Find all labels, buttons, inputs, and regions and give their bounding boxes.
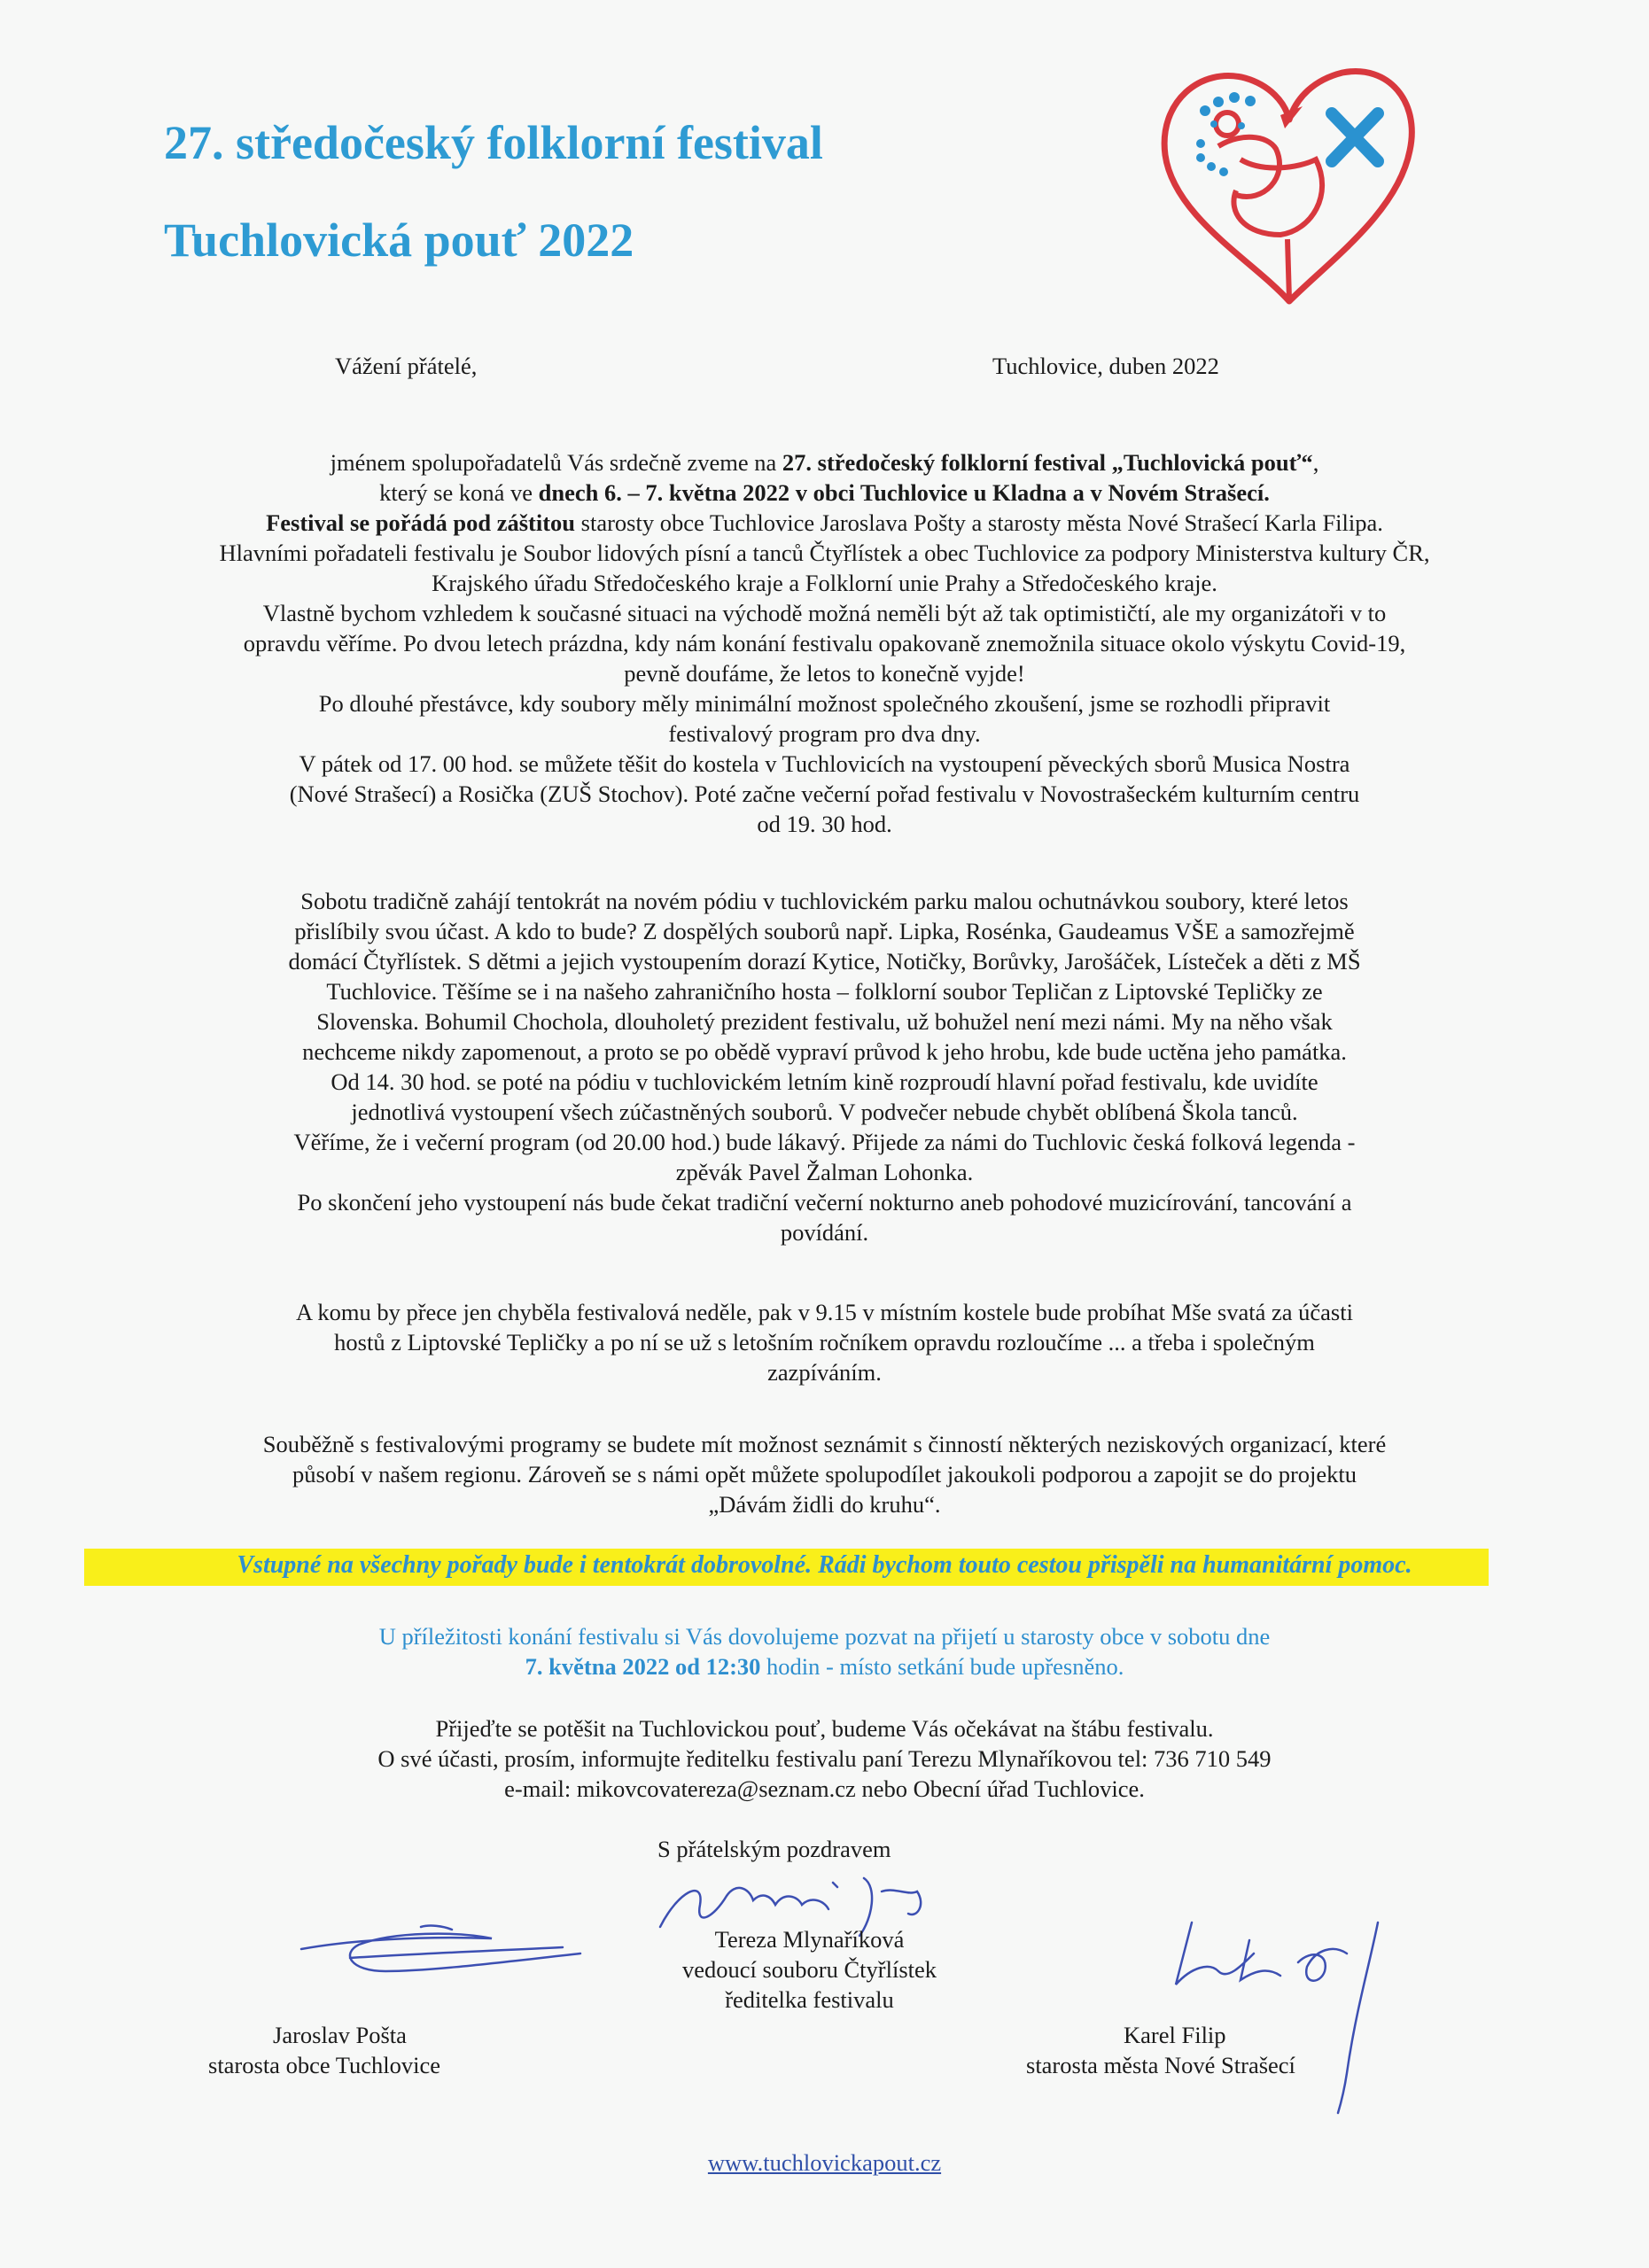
text-line: V pátek od 17. 00 hod. se můžete těšit do kostela v Tuchlovicích na vystoupení pěveckých sborů Musica Nostra <box>299 750 1350 777</box>
festival-subtitle: Tuchlovická pouť 2022 <box>164 214 634 267</box>
signatory-name-left: Jaroslav Pošta <box>273 2022 407 2048</box>
invitation-line: U příležitosti konání festivalu si Vás dovolujeme pozvat na přijetí u starosty obce v sobotu dne <box>378 1623 1271 1650</box>
text-line: Sobotu tradičně zahájí tentokrát na novém pódiu v tuchlovickém parku malou ochutnávkou soubory, které letos <box>300 888 1349 914</box>
text-line: Po dlouhé přestávce, kdy soubory měly minimální možnost společného zkoušení, jsme se rozhodli připravit <box>318 690 1331 717</box>
festival-dates-bold: dnech 6. – 7. května 2022 v obci Tuchlovice u Kladna a v Novém Strašecí. <box>538 479 1270 506</box>
text-line: O své účasti, prosím, informujte ředitelku festivalu paní Terezu Mlynaříkovou tel: 736 710 549 <box>377 1745 1272 1772</box>
place-date: Tuchlovice, duben 2022 <box>992 353 1219 379</box>
text-line: působí v našem regionu. Zároveň se s námi opět můžete spolupodílet jakoukoli podporou a zapojit se do projektu <box>292 1461 1357 1487</box>
signatory-role-center: ředitelka festivalu <box>725 1986 894 2013</box>
invitation-line <box>0 1651 1649 1682</box>
text-line: přislíbily svou účast. A kdo to bude? Z dospělých souborů např. Lipka, Rosénka, Gaudeamus VŠE a samozřejmě <box>294 918 1355 944</box>
text-line: Slovenska. Bohumil Chochola, dlouholetý prezident festivalu, už bohužel není mezi námi. My na něho však <box>316 1008 1333 1035</box>
text-line: Přijeďte se potěšit na Tuchlovickou pouť, budeme Vás očekávat na štábu festivalu. <box>435 1715 1214 1742</box>
text-line: e-mail: mikovcovatereza@seznam.cz nebo Obecní úřad Tuchlovice. <box>504 1775 1145 1802</box>
text-line: Od 14. 30 hod. se poté na pódiu v tuchlovickém letním kině rozproudí hlavní pořad festivalu, kde uvidíte <box>331 1068 1318 1095</box>
text-line: Krajského úřadu Středočeského kraje a Folklorní unie Prahy a Středočeského kraje. <box>432 570 1217 596</box>
signatory-name-right: Karel Filip <box>1124 2022 1226 2048</box>
text-line: hostů z Liptovské Tepličky a po ní se už s letošním ročníkem opravdu rozloučíme ... a třeba i společným <box>334 1329 1315 1355</box>
admission-notice: Vstupné na všechny pořady bude i tentokrát dobrovolné. Rádi bychom touto cestou přispěli na humanitární pomoc. <box>237 1551 1412 1579</box>
text-line: od 19. 30 hod. <box>757 811 892 837</box>
text-line: Tuchlovice. Těšíme se i na našeho zahraničního hosta – folklorní soubor Tepličan z Liptovské Tepličky ze <box>326 978 1323 1005</box>
text-line: „Dávám židli do kruhu“. <box>708 1491 941 1518</box>
text-line: Po skončení jeho vystoupení nás bude čekat tradiční večerní nokturno aneb pohodové muzicírování, tancování a <box>297 1189 1352 1216</box>
reception-date-bold: 7. května 2022 od 12:30 <box>525 1653 761 1680</box>
signatory-role-right: starosta města Nové Strašecí <box>1026 2052 1295 2078</box>
text-line: zpěvák Pavel Žalman Lohonka. <box>675 1159 974 1185</box>
text-line <box>0 508 1649 538</box>
text-line: Hlavními pořadateli festivalu je Soubor lidových písní a tanců Čtyřlístek a obec Tuchlovice za podpory Ministerstva kultury ČR, <box>219 540 1430 566</box>
signatory-role-center: vedoucí souboru Čtyřlístek <box>681 1956 937 1983</box>
text-line: jednotlivá vystoupení všech zúčastněných souborů. V podvečer nebude chybět oblíbená Škola tanců. <box>351 1099 1298 1125</box>
website-line <box>0 2148 1649 2178</box>
text-line: Vlastně bychom vzhledem k současné situaci na východě možná neměli být až tak optimističtí, ale my organizátoři v to <box>262 600 1387 626</box>
signatory-name-center: Tereza Mlynaříková <box>714 1926 905 1953</box>
text-span: který se koná ve <box>379 479 539 506</box>
festival-heart-bird-logo <box>1156 62 1422 319</box>
text-line: festivalový program pro dva dny. <box>668 720 981 747</box>
text-line: Věříme, že i večerní program (od 20.00 hod.) bude lákavý. Přijede za námi do Tuchlovic česká folková legenda - <box>293 1129 1356 1155</box>
festival-title: 27. středočeský folklorní festival <box>164 116 823 169</box>
greeting: S přátelským pozdravem <box>657 1836 891 1862</box>
website-link[interactable]: www.tuchlovickapout.cz <box>707 2149 942 2176</box>
text-span: , <box>1312 449 1319 476</box>
text-line: pevně doufáme, že letos to konečně vyjde! <box>624 660 1025 687</box>
text-line: opravdu věříme. Po dvou letech prázdna, kdy nám konání festivalu opakovaně znemožnila situace okolo výskytu Covid-19, <box>243 630 1406 656</box>
salutation: Vážení přátelé, <box>335 353 478 379</box>
text-line: nechceme nikdy zapomenout, a proto se po obědě vypraví průvod k jeho hrobu, kde bude uctěna jeho památka. <box>302 1038 1347 1065</box>
text-line: Souběžně s festivalovými programy se budete mít možnost seznámit s činností některých neziskových organizací, které <box>262 1431 1387 1457</box>
text-span: starosty obce Tuchlovice Jaroslava Pošty a starosty města Nové Strašecí Karla Filipa. <box>575 509 1383 536</box>
signatory-role-left: starosta obce Tuchlovice <box>208 2052 441 2078</box>
text-span: hodin - místo setkání bude upřesněno. <box>760 1653 1124 1680</box>
text-line <box>0 478 1649 508</box>
text-line: zazpíváním. <box>767 1359 882 1386</box>
patronage-bold: Festival se pořádá pod záštitou <box>266 509 576 536</box>
text-line: povídání. <box>780 1219 869 1246</box>
text-line <box>0 447 1649 478</box>
text-line: domácí Čtyřlístek. S dětmi a jejich vystoupením dorazí Kytice, Notičky, Borůvky, Jarošáček, Lísteček a děti z MŠ <box>288 948 1361 975</box>
text-line: (Nové Strašecí) a Rosička (ZUŠ Stochov). Poté začne večerní pořad festivalu v Novostrašeckém kulturním centru <box>289 781 1360 807</box>
festival-name-bold: 27. středočeský folklorní festival „Tuchlovická pouť“ <box>782 449 1313 476</box>
text-line: A komu by přece jen chyběla festivalová neděle, pak v 9.15 v místním kostele bude probíhat Mše svatá za účasti <box>296 1299 1353 1325</box>
text-span: jménem spolupořadatelů Vás srdečně zveme na <box>330 449 782 476</box>
